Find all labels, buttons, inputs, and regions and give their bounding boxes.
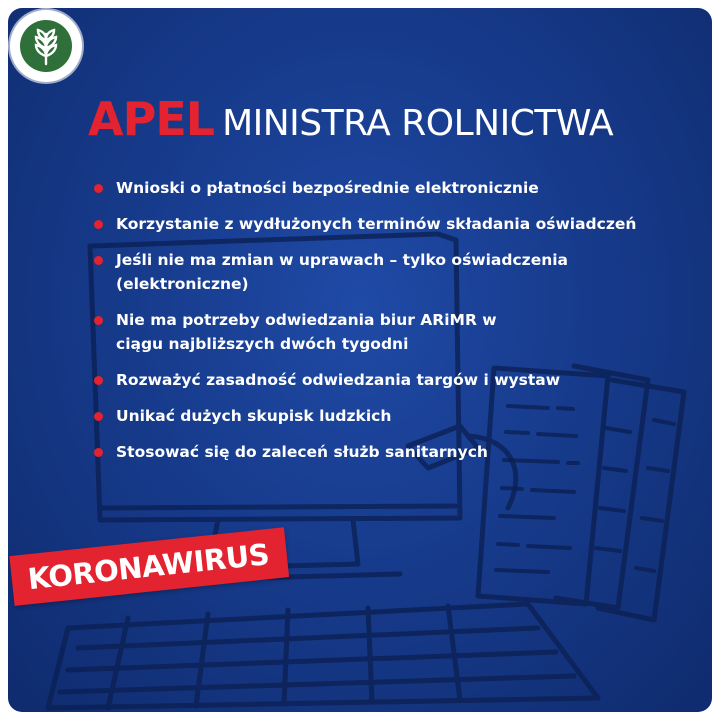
list-item [94,308,516,356]
topic-badge: KORONAWIRUS [9,527,289,606]
bullet-dot [94,376,103,385]
list-item [94,212,654,236]
list-item-text: Wnioski o płatności bezpośrednie elektronicznie [116,179,539,197]
list-item-text: Korzystanie z wydłużonych terminów składania oświadczeń [116,215,637,233]
bullet-dot [94,220,103,229]
poster [8,8,712,712]
ministry-logo [10,10,82,82]
list-item-text: Unikać dużych skupisk ludzkich [116,407,392,425]
list-item-text: Rozważyć zasadność odwiedzania targów i wystaw [116,371,561,389]
list-item-text: Stosować się do zaleceń służb sanitarnych [116,443,488,461]
bullet-dot [94,448,103,457]
bullet-dot [94,256,103,265]
list-item [94,248,586,296]
list-item [94,176,654,200]
headline-main: MINISTRA ROLNICTWA [222,103,614,144]
list-item-text: Jeśli nie ma zmian w uprawach – tylko oświadczenia (elektroniczne) [116,251,569,293]
list-item [94,404,654,428]
headline-accent: APEL [88,92,215,146]
list-item-text: Nie ma potrzeby odwiedzania biur ARiMR w ciągu najbliższych dwóch tygodni [116,311,497,353]
wheat-icon [20,20,72,72]
headline [88,92,613,146]
list-item [94,368,654,392]
bullet-dot [94,184,103,193]
list-item [94,440,654,464]
bullet-dot [94,412,103,421]
bullet-dot [94,316,103,325]
appeal-list [94,176,654,476]
